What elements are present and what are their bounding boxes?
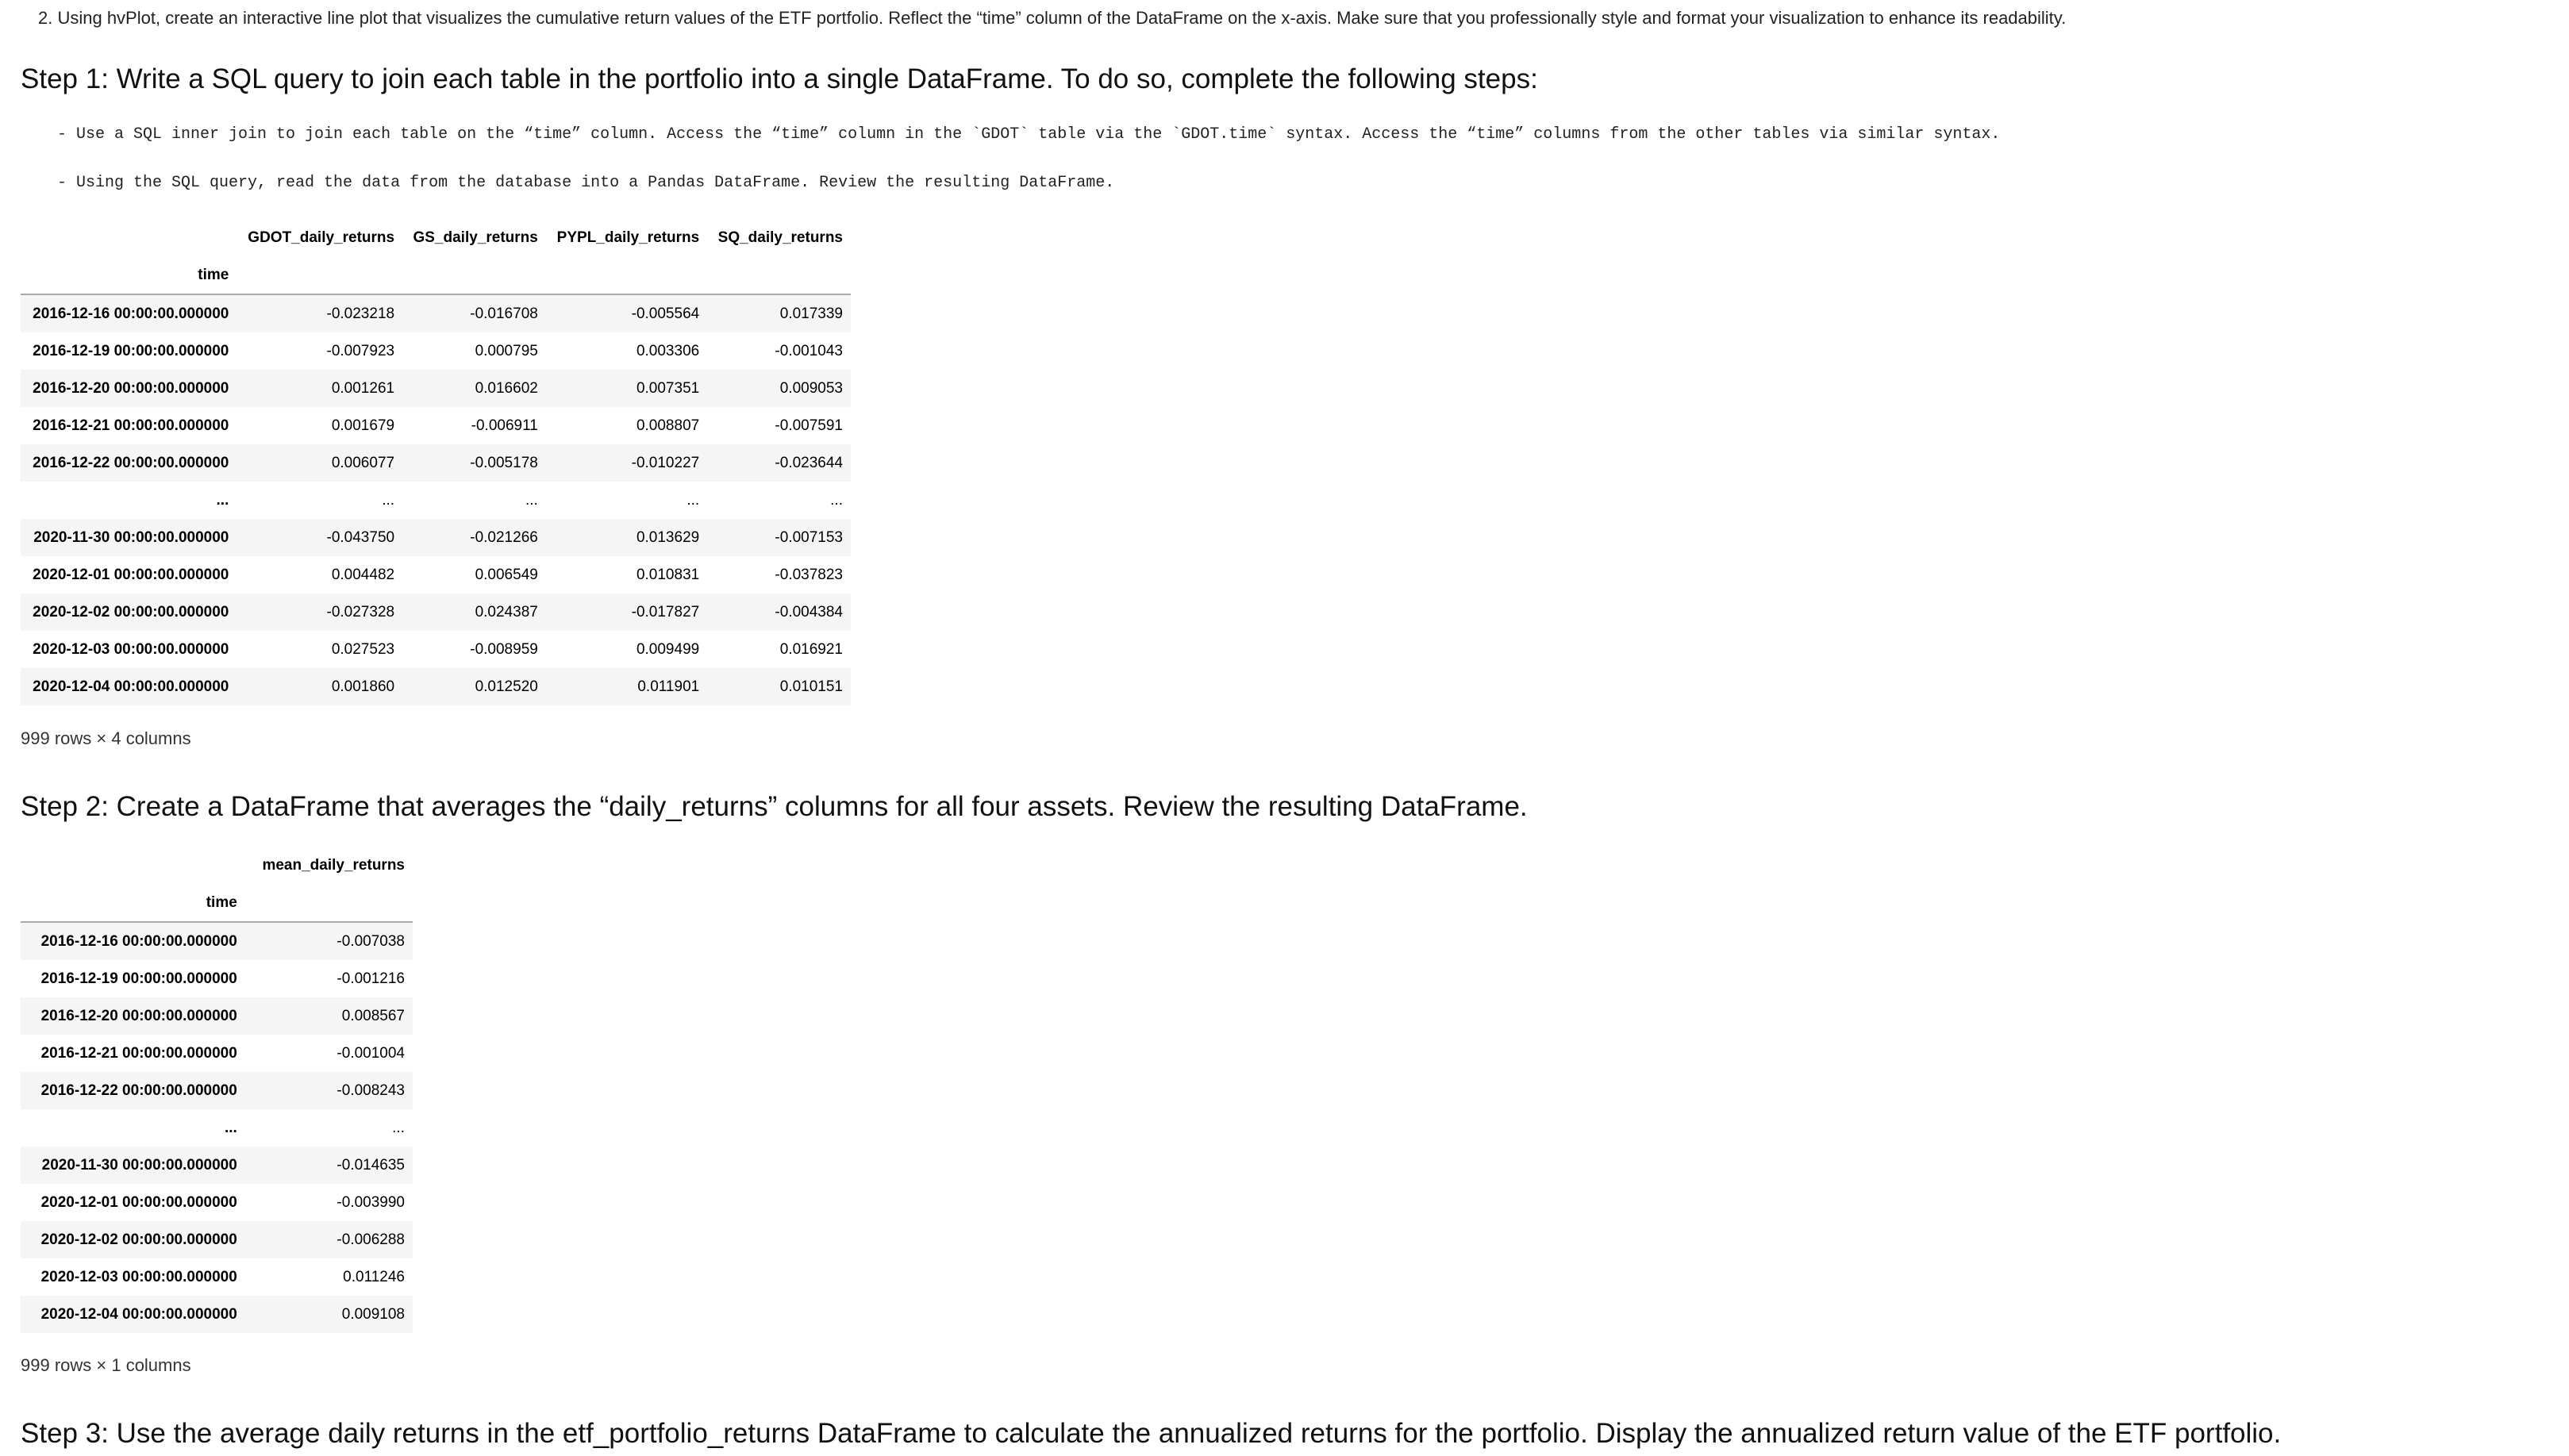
table-row (21, 519, 851, 556)
table-row (21, 1147, 413, 1184)
row-index: 2016-12-16 00:00:00.000000 (40, 932, 237, 950)
table-cell: 0.001679 (331, 417, 395, 434)
table-cell: -0.005564 (631, 305, 700, 322)
table-row (21, 631, 851, 668)
table-row (21, 294, 851, 332)
dataframe-shape: 999 rows × 4 columns (21, 728, 191, 748)
row-index: 2016-12-20 00:00:00.000000 (40, 1007, 237, 1024)
table-cell: 0.017339 (779, 305, 843, 322)
step1-bullet: - Using the SQL query, read the data from the database into a Pandas DataFrame. Review the resulting DataFrame. (57, 174, 1115, 192)
table-cell: 0.011246 (343, 1268, 405, 1285)
table-cell: -0.007153 (775, 528, 843, 546)
table-cell: 0.009499 (636, 640, 700, 658)
row-index: 2020-12-02 00:00:00.000000 (33, 603, 229, 620)
table-row (21, 1072, 413, 1109)
table-cell: 0.027523 (331, 640, 395, 658)
table-cell: -0.043750 (326, 528, 395, 546)
row-index: 2016-12-21 00:00:00.000000 (40, 1044, 237, 1062)
row-index: 2020-12-03 00:00:00.000000 (40, 1268, 237, 1285)
table-cell: 0.016921 (779, 640, 843, 658)
row-index: 2020-12-03 00:00:00.000000 (33, 640, 229, 658)
table-cell: ... (392, 1119, 405, 1136)
column-header: GDOT_daily_returns (248, 229, 395, 246)
table-cell: -0.014635 (337, 1156, 405, 1174)
table-cell: 0.006549 (475, 566, 538, 583)
row-index: 2020-12-04 00:00:00.000000 (33, 678, 229, 695)
table-cell: 0.000795 (475, 342, 538, 359)
step2-heading: Step 2: Create a DataFrame that averages the “daily_returns” columns for all four assets. Review the resulting DataFrame. (21, 791, 1528, 822)
table-row (21, 1258, 413, 1296)
column-header: PYPL_daily_returns (556, 229, 700, 246)
table-cell: 0.004482 (331, 566, 395, 583)
table-row (21, 332, 851, 370)
step1-bullet: - Use a SQL inner join to join each table on the “time” column. Access the “time” column in the `GDOT` table via the `GDOT.time` syntax. Access the “time” columns from the other tables via similar syntax. (57, 125, 2001, 144)
table-row (21, 668, 851, 705)
table-cell: -0.037823 (775, 566, 843, 583)
table-cell: -0.005178 (470, 454, 538, 471)
row-index: 2016-12-22 00:00:00.000000 (40, 1081, 237, 1099)
row-index: ... (224, 1119, 237, 1136)
table-cell: -0.016708 (470, 305, 538, 322)
table-cell: 0.024387 (475, 603, 538, 620)
instruction-text: 2. Using hvPlot, create an interactive line plot that visualizes the cumulative return values of the ETF portfolio. Reflect the “time” column of the DataFrame on the x-axis. Make sure that you professionally style and format your visualization to enhance its readability. (38, 8, 2067, 28)
index-name: time (21, 256, 237, 294)
table-row (21, 1184, 413, 1221)
table-row (21, 1296, 413, 1333)
table-cell: 0.001261 (331, 379, 395, 397)
table-cell: 0.001860 (331, 678, 395, 695)
dataframe-table-mean (21, 847, 413, 1333)
row-index: ... (216, 491, 229, 509)
table-cell: -0.006288 (337, 1231, 405, 1248)
table-cell: -0.007923 (326, 342, 395, 359)
table-cell: -0.001216 (337, 970, 405, 987)
table-row (21, 1221, 413, 1258)
table-cell: 0.010831 (636, 566, 700, 583)
table-cell: 0.003306 (636, 342, 700, 359)
row-index: 2020-11-30 00:00:00.000000 (33, 528, 229, 546)
table-row (21, 444, 851, 482)
row-index: 2016-12-20 00:00:00.000000 (33, 379, 229, 397)
table-row (21, 556, 851, 594)
table-cell: 0.012520 (475, 678, 538, 695)
table-row (21, 1035, 413, 1072)
table-row (21, 594, 851, 631)
table-cell: 0.008807 (636, 417, 700, 434)
table-cell: 0.009108 (341, 1305, 405, 1323)
row-index: 2016-12-22 00:00:00.000000 (33, 454, 229, 471)
table-cell: ... (686, 491, 700, 509)
table-cell: 0.011901 (637, 678, 700, 695)
row-index: 2020-12-01 00:00:00.000000 (33, 566, 229, 583)
table-cell: -0.010227 (631, 454, 700, 471)
dataframe-shape: 999 rows × 1 columns (21, 1355, 191, 1375)
row-index: 2020-11-30 00:00:00.000000 (41, 1156, 237, 1174)
table-row (21, 997, 413, 1035)
table-cell: 0.016602 (475, 379, 538, 397)
table-cell: -0.003990 (337, 1193, 405, 1211)
row-index: 2020-12-02 00:00:00.000000 (40, 1231, 237, 1248)
table-row (21, 370, 851, 407)
row-index: 2016-12-21 00:00:00.000000 (33, 417, 229, 434)
table-cell: -0.001043 (775, 342, 843, 359)
table-row (21, 922, 413, 960)
table-cell: -0.017827 (631, 603, 700, 620)
table-row (21, 1109, 413, 1147)
index-header-blank (21, 847, 245, 884)
row-index: 2020-12-01 00:00:00.000000 (40, 1193, 237, 1211)
table-cell: 0.006077 (331, 454, 395, 471)
table-cell: ... (382, 491, 395, 509)
table-row (21, 960, 413, 997)
table-cell: ... (830, 491, 843, 509)
table-cell: -0.004384 (775, 603, 843, 620)
table-cell: 0.008567 (341, 1007, 405, 1024)
index-name: time (21, 884, 245, 922)
row-index: 2016-12-16 00:00:00.000000 (33, 305, 229, 322)
table-cell: -0.027328 (326, 603, 395, 620)
table-cell: 0.010151 (779, 678, 843, 695)
row-index: 2020-12-04 00:00:00.000000 (40, 1305, 237, 1323)
table-cell: 0.009053 (779, 379, 843, 397)
table-row (21, 407, 851, 444)
dataframe-table-joined (21, 219, 851, 705)
table-cell: -0.023218 (326, 305, 395, 322)
table-cell: ... (525, 491, 538, 509)
column-header: mean_daily_returns (262, 856, 405, 874)
index-header-blank (21, 219, 237, 256)
table-cell: -0.001004 (337, 1044, 405, 1062)
column-header: GS_daily_returns (413, 229, 538, 246)
row-index: 2016-12-19 00:00:00.000000 (40, 970, 237, 987)
table-cell: -0.007591 (775, 417, 843, 434)
table-cell: 0.007351 (636, 379, 700, 397)
table-cell: -0.007038 (337, 932, 405, 950)
step1-heading: Step 1: Write a SQL query to join each table in the portfolio into a single DataFrame. To do so, complete the following steps: (21, 63, 1538, 94)
row-index: 2016-12-19 00:00:00.000000 (33, 342, 229, 359)
table-cell: -0.008959 (470, 640, 538, 658)
step3-heading: Step 3: Use the average daily returns in the etf_portfolio_returns DataFrame to calculate the annualized returns for the portfolio. Display the annualized return value of the ETF portfolio. (21, 1418, 2282, 1449)
table-cell: -0.006911 (471, 417, 538, 434)
table-cell: 0.013629 (636, 528, 700, 546)
table-cell: -0.008243 (337, 1081, 405, 1099)
table-cell: -0.023644 (775, 454, 843, 471)
column-header: SQ_daily_returns (717, 229, 843, 246)
table-cell: -0.021266 (470, 528, 538, 546)
table-row (21, 482, 851, 519)
